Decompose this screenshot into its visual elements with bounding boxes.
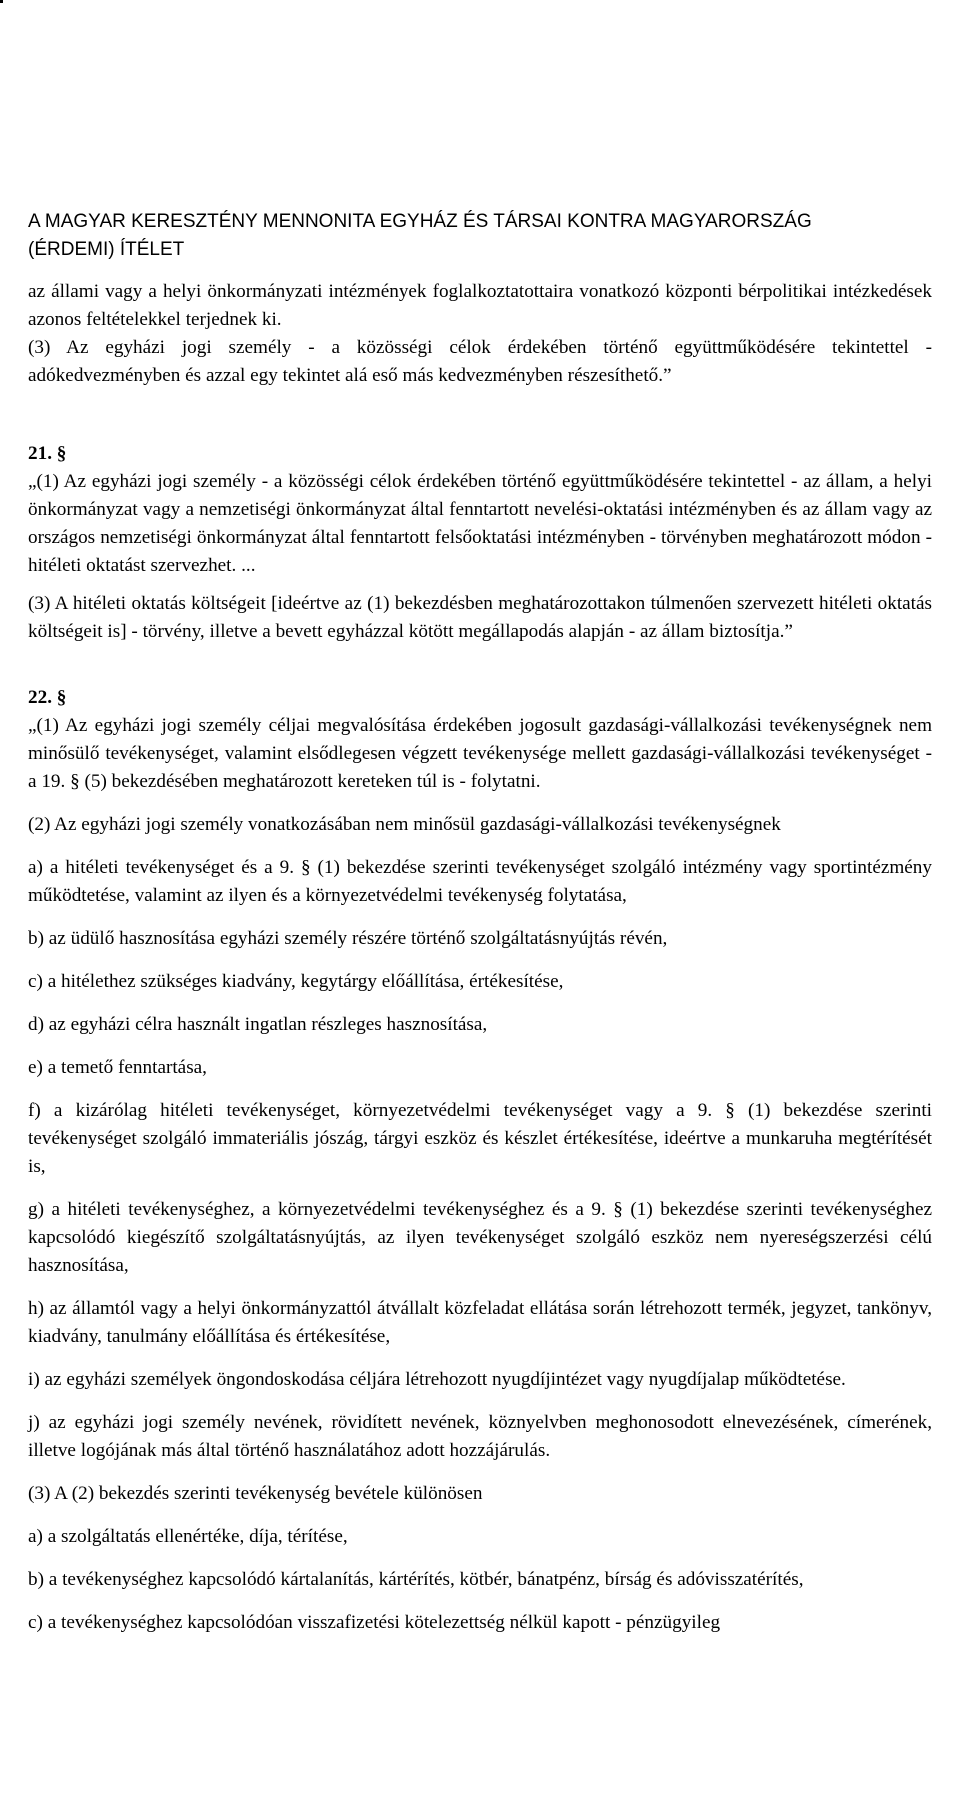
- document-body: [28, 278, 932, 1637]
- list-item-c: c) a hitélethez szükséges kiadvány, kegytárgy előállítása, értékesítése,: [28, 971, 564, 992]
- intro-paragraph-2: (3) Az egyházi jogi személy - a közösségi célok érdekében történő együttműködésére tekintettel - adókedvezményben és azzal egy tekintet alá eső más kedvezményben részesíthető.”: [28, 337, 932, 386]
- list-item-g: g) a hitéleti tevékenységhez, a környezetvédelmi tevékenységhez és a 9. § (1) bekezdése szerinti tevékenységhez kapcsolódó kiegészítő szolgáltatásnyújtás, az ilyen tevékenységet szolgáló eszköz nem nyereségszerzési célú hasznosítása,: [28, 1199, 932, 1276]
- revenue-item-a: a) a szolgáltatás ellenértéke, díja, térítése,: [28, 1526, 348, 1547]
- section-21-paragraph-3: (3) A hitéleti oktatás költségeit [ideértve az (1) bekezdésben meghatározottakon túlmenően szervezett hitéleti oktatás költségeit is] - törvény, illetve a bevett egyházzal kötött megállapodás alapján - az állam biztosítja.”: [28, 593, 932, 642]
- list-item-b: b) az üdülő hasznosítása egyházi személy részére történő szolgáltatásnyújtás révén,: [28, 928, 668, 949]
- header-subtitle: (ÉRDEMI) ÍTÉLET: [28, 239, 185, 260]
- section-21-heading: 21. §: [28, 443, 67, 464]
- revenue-item-b: b) a tevékenységhez kapcsolódó kártalanítás, kártérítés, kötbér, bánatpénz, bírság és adóvisszatérítés,: [28, 1569, 804, 1590]
- intro-paragraph-1: az állami vagy a helyi önkormányzati intézmények foglalkoztatottaira vonatkozó központi bérpolitikai intézkedések azonos feltételekkel terjednek ki.: [28, 281, 932, 330]
- section-22-paragraph-1: „(1) Az egyházi jogi személy céljai megvalósítása érdekében jogosult gazdasági-vállalkozási tevékenységnek nem minősülő tevékenységet, valamint elsődlegesen végzett tevékenysége mellett gazdasági-vállalkozási tevékenységet - a 19. § (5) bekezdésében meghatározott kereteken túl is - folytatni.: [28, 715, 932, 792]
- section-22-paragraph-3: (3) A (2) bekezdés szerinti tevékenység bevétele különösen: [28, 1483, 483, 1504]
- list-item-e: e) a temető fenntartása,: [28, 1057, 207, 1078]
- section-21-paragraph-1: „(1) Az egyházi jogi személy - a közösségi célok érdekében történő együttműködésére tekintettel - az állam, a helyi önkormányzat vagy a nemzetiségi önkormányzat által fenntartott nevelési-oktatási intézményben és az állam vagy az országos nemzetiségi önkormányzat által fenntartott felsőoktatási intézményben - törvényben meghatározott módon - hitéleti oktatást szervezhet. ...: [28, 471, 932, 576]
- header-title: A MAGYAR KERESZTÉNY MENNONITA EGYHÁZ ÉS TÁRSAI KONTRA MAGYARORSZÁG: [28, 211, 812, 232]
- section-22-paragraph-2: (2) Az egyházi jogi személy vonatkozásában nem minősül gazdasági-vállalkozási tevékenységnek: [28, 814, 781, 835]
- section-22-heading: 22. §: [28, 687, 67, 708]
- list-item-i: i) az egyházi személyek öngondoskodása céljára létrehozott nyugdíjintézet vagy nyugdíjalap működtetése.: [28, 1369, 846, 1390]
- list-item-d: d) az egyházi célra használt ingatlan részleges hasznosítása,: [28, 1014, 488, 1035]
- list-item-a: a) a hitéleti tevékenységet és a 9. § (1) bekezdése szerinti tevékenységet szolgáló intézmény vagy sportintézmény működtetése, valamint az ilyen és a környezetvédelmi tevékenység folytatása,: [28, 857, 932, 906]
- scan-artifact-dot: [0, 0, 3, 3]
- list-item-f: f) a kizárólag hitéleti tevékenységet, környezetvédelmi tevékenységet vagy a 9. § (1) bekezdése szerinti tevékenységet szolgáló immateriális jószág, tárgyi eszköz és készlet értékesítése, ideértve a munkaruha megtérítését is,: [28, 1100, 932, 1177]
- list-item-j: j) az egyházi jogi személy nevének, rövidített nevének, köznyelvben meghonosodott elnevezésének, címerének, illetve logójának más által történő használatához adott hozzájárulás.: [28, 1412, 932, 1461]
- revenue-item-c: c) a tevékenységhez kapcsolódóan visszafizetési kötelezettség nélkül kapott - pénzügyileg: [28, 1612, 721, 1633]
- list-item-h: h) az államtól vagy a helyi önkormányzattól átvállalt közfeladat ellátása során létrehozott termék, jegyzet, tankönyv, kiadvány, tanulmány előállítása és értékesítése,: [28, 1298, 932, 1347]
- running-header: [28, 208, 928, 264]
